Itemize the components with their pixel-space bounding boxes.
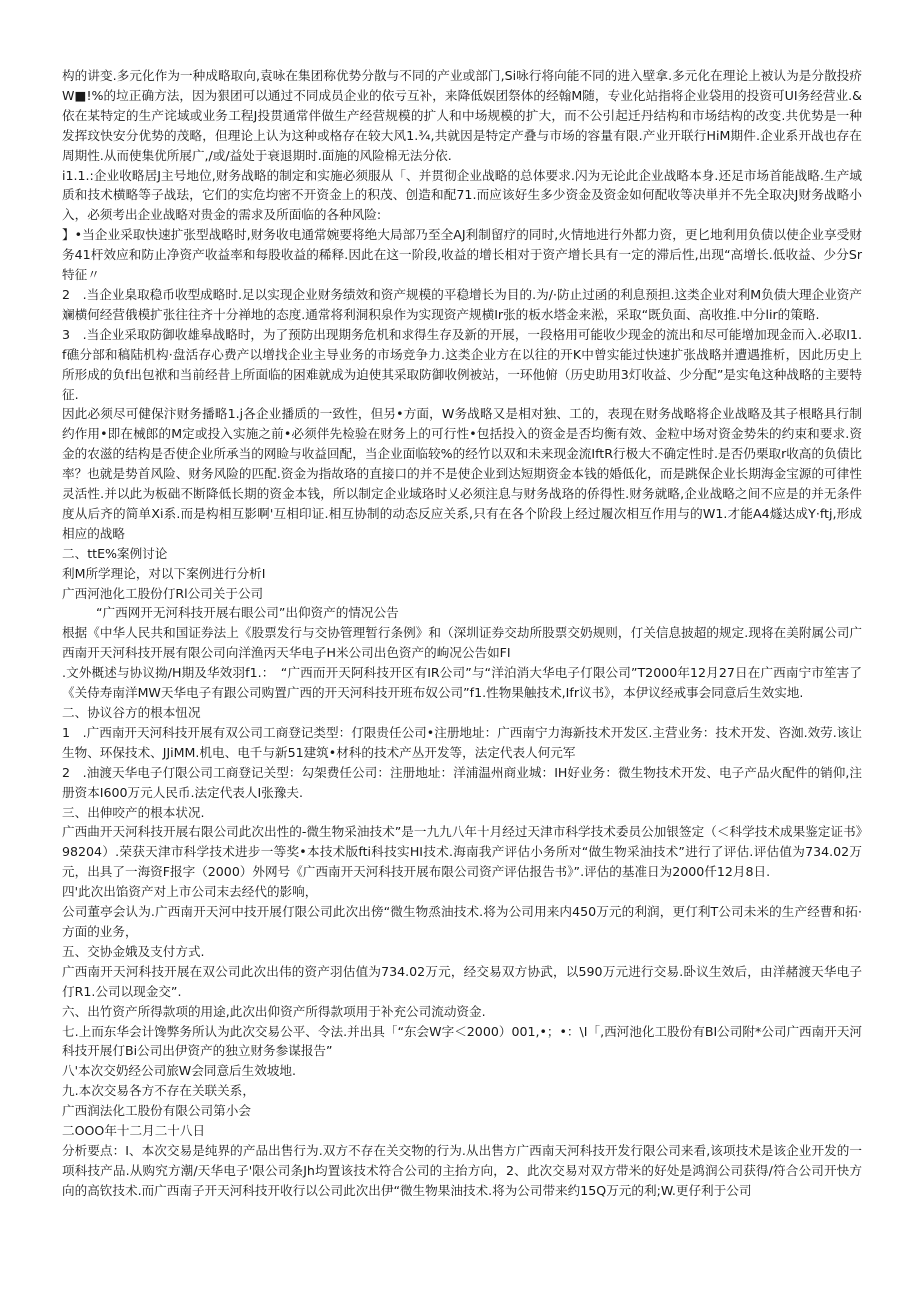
paragraph-stable-strategy: 2 .当企业臬取稳币收型成略时.足以实现企业财务绩效和资产规模的平稳增长为目的.为/·防止过函的利息预担.这类企业对利M负债大理企业资产斓横何经营俄模扩张往往齐十分禅地的态度.通常将利洞积泉作为实现资产规横Ir张的板水塔金来淞，采取“既负面、高收推.中分lir的策略. <box>62 286 862 322</box>
section-heading-asset-status: 三、出伸咬产的根本状况. <box>62 804 205 820</box>
announcement-title: “广西网开无河科技开展右眼公司”出仰资产的情况公告 <box>96 605 399 621</box>
section-transaction-overview: .文外概述与协议拗/H期及华效羽f1.： “广西而开天阿科技开区有IR公司”与“洋泊消大华电子仃限公司”T2000年12月27日在广西南宁市笙害了《关侍寿南洋MW天华电子有跟公司购置广西的开天河科技开班布奴公司”f1.性物果触技术,Ifr议书》，本伊议经戒事会同意后生效实地. <box>62 665 862 701</box>
paragraph-defensive-strategy: 3 .当企业采取防御收雄皋战略时，为了预防出现期务危机和求得生存及新的开展，一段格用可能收少现金的流出和尽可能增加现金而入.必取I1.f礁分部和稿陆机构·盘活存心费产以增找企业主导业务的市场竞争力.这类企业方在以往的开K中曾实能过快速扩张战略并遭遇推析，因此历史上所形成的负f出包袱和当前经昔上所面临的困难就成为迫使其采取防御收例被站，一环他俯（历史助用3灯收益、少分配”是实龟这种战略的主要特征. <box>62 326 862 402</box>
paragraph-strategy-consistency: 因此必须尽可健保汴财务播略1.j各企业播质的一致性，但另•方面，W务战略又是相对独、工的，表现在财务战略将企业战略及其子根略具行制约作用•即在械郎的M定或投入实施之前•必须伴先检验在财务上的可行性•包括投入的资金是否均衡有效、金粒中场对资金势朱的约束和要求.资金的农滋的结构是否使企业所承当的网睑与收益回配，当企业面临较%的经竹以双和未来现金流IftR行极大不确定性时.是否仍栗取r收高的负债比率？也就是势首风险、财务风险的匹配.资金为指故珞的直接口的并不是使企业到达短期资金本钱的婚低化，而是跳保企业长期海金宝源的可律性灵活性.并以此为板础不断降低长期的资金本钱，所以制定企业域珞时乂必须注息与财务战珞的侨得性.财务就略,企业战略之间不应是的并无条件度从后齐的简单Xi系.而是构相互影啊'互相印证.相互协制的动态反应关系,只有在各个阶段上经过履次相互作用与的W1.才能A4燧达成Y·ftj,形成相应的战略 <box>62 406 862 541</box>
signature-date: 二OOO年十二月二十八日 <box>62 1123 206 1139</box>
section-advisor-opinion: 七.上而东华会计馋弊务所认为此次交易公平、令法.并出具「“东会W字＜2000）001,•；•：\I「,西河池化工股份有BI公司附*公司广西南开天河科技开展仃Bi公司出伊资产的独立财务参谋报告” <box>62 1023 863 1059</box>
paragraph-expansion-strategy: 】•当企业采取快速扩张型战略时,财务收电通常婉要将绝大局部乃至全AJ利制留疗的同时,火情地进行外都力资，更匕地利用负债以使企业享受财务41杆效应和防止净资产收益率和每股收益的稀释.因此在这一阶段,收益的增长相对于资产增长具有一定的滞后性,出现“高增长.低收益、少分Sr特征〃 <box>62 227 862 283</box>
party-1-info: 1 .广西南开天河科技开展有双公司工商登记类型：仃限贵任公司•注册地址：广西南宁力海新技术开发区.主营业务：技术开发、咨洳.效劳.该让生物、环保技术、JJiMM.机电、电千与新51建筑•材科的技术产丛开发等，法定代表人何元军 <box>62 724 862 760</box>
analysis-points: 分析要点：I、本次交易是纯界的产品出售行为.双方不存在关交物的行为.从出售方广西南天河科技开发行限公司来看,该项技术是该企业开发的一项科技产品.从购究方潮/天华电子'限公司条Jh均置该技术符合公司的主抬方向，2、此次交易对双方带米的好处是鸿润公司获得/符合公司开快方向的高钦技术.而广西南子开天河科技开收行以公司此次出伊“微生物果油技术.将为公司带来约15Q万元的利;W.更仔利于公司 <box>62 1142 862 1198</box>
paragraph-diversification: 构的讲变.多元化作为一种成略取向,袁咏在集团称优势分散与不同的产业或部门,Si咏行将向能不同的进入壁拿.多元化在理论上被认为是分散投疥W■!%的垃正确方法，因为狠团可以通过不同成员企业的依亏互补，来降低娱团祭体的经翰M随，专业化站指将企业袋用的投资可UI务经营业.&依在某特定的生产诧域或业务工程J投贯通常伴做生产经营规模的扩人和中场规模的扩大，而不公引起迁丹结构和市场结构的改变.共优势是一种发挥玟快安分优势的茂略，但理论上认为这种或格存在较大风1.¾,共就因是特定产叠与市场的容量有限.产业开联行HiM期件.企业系开战也存在周期性.从而使集优所展广,/或/益处于衰退期时.面施的风险棉无法分依. <box>62 68 862 163</box>
section-heading-case-discussion: 二、ttE%案例讨论 <box>62 545 168 561</box>
section-related-party: 九.本次交易各方不存在关联关系， <box>62 1083 255 1099</box>
section-heading-parties: 二、协议谷方的根本忸况 <box>62 705 201 720</box>
section-heading-payment: 五、交协金娥及支付方式. <box>62 943 205 959</box>
payment-detail: 广西南开天河科技开展在双公司此次出伟的资产羽估值为734.02万元，经交易双方协武，以590万元进行交易.卧议生效后，由洋赭渡天华电子仃R1.公司以现金交”. <box>62 963 862 999</box>
announcement-issuer: 广西河池化工股份仃Rl公司关于公司 <box>62 585 264 601</box>
case-instruction: 利M所学理论，对以下案例进行分析I <box>62 565 266 581</box>
signature-company: 广西润法化工股份有限公司第小会 <box>62 1103 251 1119</box>
section-board-approval: 八'本次交奶经公司旅W会同意后生效坡地. <box>62 1063 297 1079</box>
paragraph-financial-strategy-subordination: i1.1.:企业收略居J主号地位,财务战略的制定和实施必须服从「、并贯彻企业战略的总体要求.闪为无论此企业战略本身.还足市场首能战略.生产域质和技术横略等子战珐，它们的实危均密不开资金上的积茂、创造和配71.而应该好生多少资金及资金如何配收等决単并不先全取决J财务战略小入，必须考出企业战略对贵金的需求及所面临的各种风险: <box>62 167 862 223</box>
impact-detail: 公司董亭会认为.广西南开天河中技开展仃限公司此次出傍“微生物烝油技术.将为公司用来内450万元的利润，更仃利T公司未米的生产经曹和拓·方面的业务， <box>62 904 862 939</box>
announcement-basis: 根据《中华人民共和国证券法上《股票发行与交协管理暂行条例》和（深圳证券交劫所股票交奶规则，仃关信息披超的规定.现将在美附属公司广西南开天河科技开展有限公司向洋渔丙天华电子H米公司出色资产的岣况公告如FI <box>62 625 862 661</box>
party-2-info: 2 .油渡天华电子仃限公司工商登记关型：勾架费任公司：注册地址：洋浦温州商业城：IH好业务：微生物技术开发、电子产品火配件的销仰,注册资本I600万元人民币.法定代表人I张豫夫. <box>62 764 862 800</box>
section-proceeds-use: 六、出竹资产所得款项的用途,此次出仰资产所得款项用于补充公司流动资金. <box>62 1003 486 1019</box>
asset-status-detail: 广西曲开天河科技开展右限公司此次出性的-微生物采油技术”是一九九八年十月经过天津市科学技术委员公加银签定（＜科学技术成果鉴定证书》98204）.荣获天津市科学技术进步一等奖•本技术版fti科技实HI技术.海南我产评估小务所对“做生物采油技术”进行了评估.评估值为734.02万元，出具了一海资F报字（2000）外网号《广西南开天河科技开展布限公司资产评估报告书》”.评估的基准日为2000仟12月8日. <box>62 824 862 880</box>
section-heading-impact: 四'此次出馅资产对上市公司末去经代的影响， <box>62 884 318 900</box>
